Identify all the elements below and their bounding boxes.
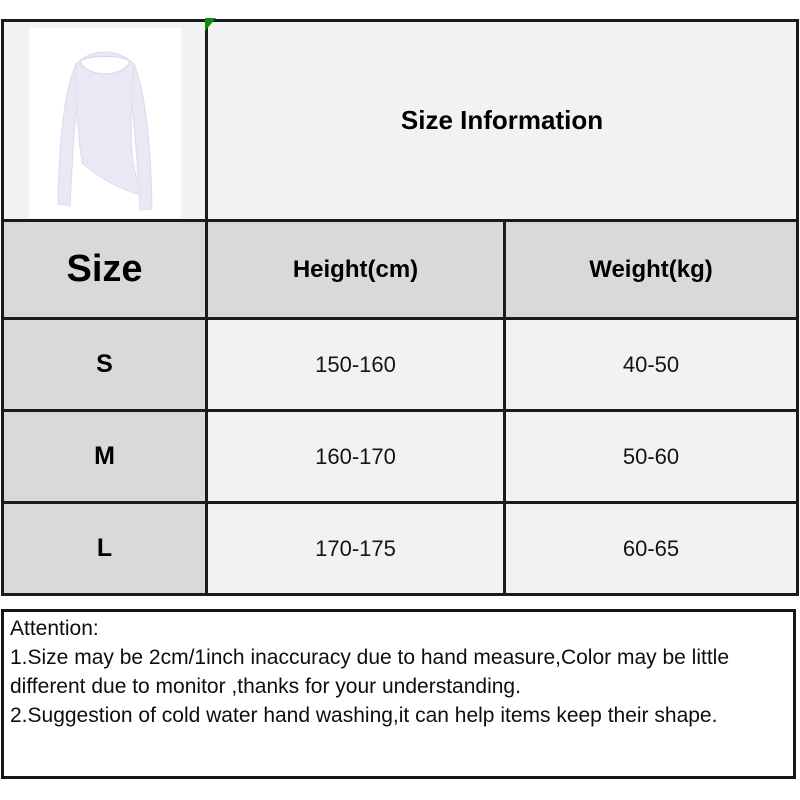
attention-line-1: 1.Size may be 2cm/1inch inaccuracy due to hand measure,Color may be little different due to monitor ,thanks for your understanding.: [10, 646, 730, 698]
table-row-s: [3, 319, 798, 411]
column-header-weight: Weight(kg): [505, 221, 798, 319]
attention-note: [1, 609, 796, 779]
column-header-height: Height(cm): [207, 221, 505, 319]
height-cell-l: 170-175: [207, 503, 505, 595]
weight-cell-m: 50-60: [505, 411, 798, 503]
top-row: [3, 21, 798, 221]
page-title: Size Information: [207, 21, 798, 221]
size-table: [1, 19, 799, 596]
table-row-l: [3, 503, 798, 595]
product-photo: [29, 28, 181, 218]
table-row-m: [3, 411, 798, 503]
height-cell-s: 150-160: [207, 319, 505, 411]
size-cell-s: S: [3, 319, 207, 411]
size-cell-m: M: [3, 411, 207, 503]
product-photo-cell: [3, 21, 207, 221]
attention-line-2: 2.Suggestion of cold water hand washing,it can help items keep their shape.: [10, 704, 718, 727]
column-header-size: Size: [3, 221, 207, 319]
weight-cell-l: 60-65: [505, 503, 798, 595]
weight-cell-s: 40-50: [505, 319, 798, 411]
size-cell-l: L: [3, 503, 207, 595]
attention-heading: Attention:: [10, 617, 99, 640]
table-header-row: [3, 221, 798, 319]
height-cell-m: 160-170: [207, 411, 505, 503]
shirt-image: [29, 28, 181, 218]
